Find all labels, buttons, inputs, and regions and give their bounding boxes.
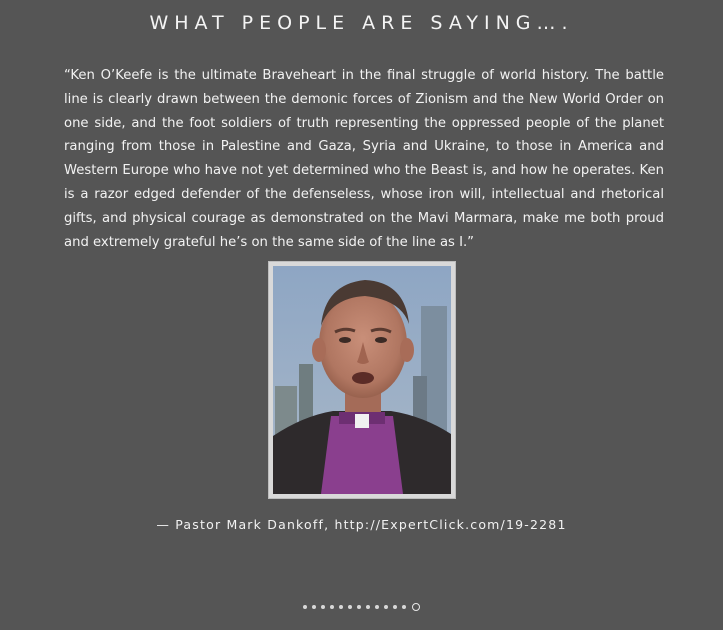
testimonial-photo-frame: [269, 262, 455, 498]
testimonial-attribution: — Pastor Mark Dankoff, http://ExpertClick.com/19-2281: [156, 517, 567, 532]
testimonial-quote: “Ken O’Keefe is the ultimate Braveheart in the final struggle of world history. The battle line is clearly drawn between the demonic forces of Zionism and the New World Order on one side, and the foot soldiers of truth representing the oppressed people of the planet ranging from those in Palestine and Gaza, Syria and Ukraine, to those in America and Western Europe who have not yet determined who the Beast is, and how he operates. Ken is a razor edged defender of the defenseless, whose iron will, intellectual and rhetorical gifts, and physical courage as demonstrated on the Mavi Marmara, make me both proud and extremely grateful he’s on the same side of the line as I.”: [64, 68, 664, 250]
slider-dot[interactable]: [393, 605, 397, 609]
slider-dot[interactable]: [312, 605, 316, 609]
slider-dot-active[interactable]: [412, 603, 420, 611]
testimonial-photo: [273, 266, 451, 494]
slider-dot[interactable]: [339, 605, 343, 609]
slider-dot[interactable]: [348, 605, 352, 609]
slider-dot[interactable]: [357, 605, 361, 609]
slider-dot[interactable]: [375, 605, 379, 609]
slider-dot[interactable]: [330, 605, 334, 609]
slider-pagination: [0, 603, 723, 611]
slider-dot[interactable]: [303, 605, 307, 609]
section-heading: WHAT PEOPLE ARE SAYING….: [149, 12, 574, 34]
slider-dot[interactable]: [366, 605, 370, 609]
slider-dot[interactable]: [384, 605, 388, 609]
slider-dot[interactable]: [402, 605, 406, 609]
slider-dot[interactable]: [321, 605, 325, 609]
